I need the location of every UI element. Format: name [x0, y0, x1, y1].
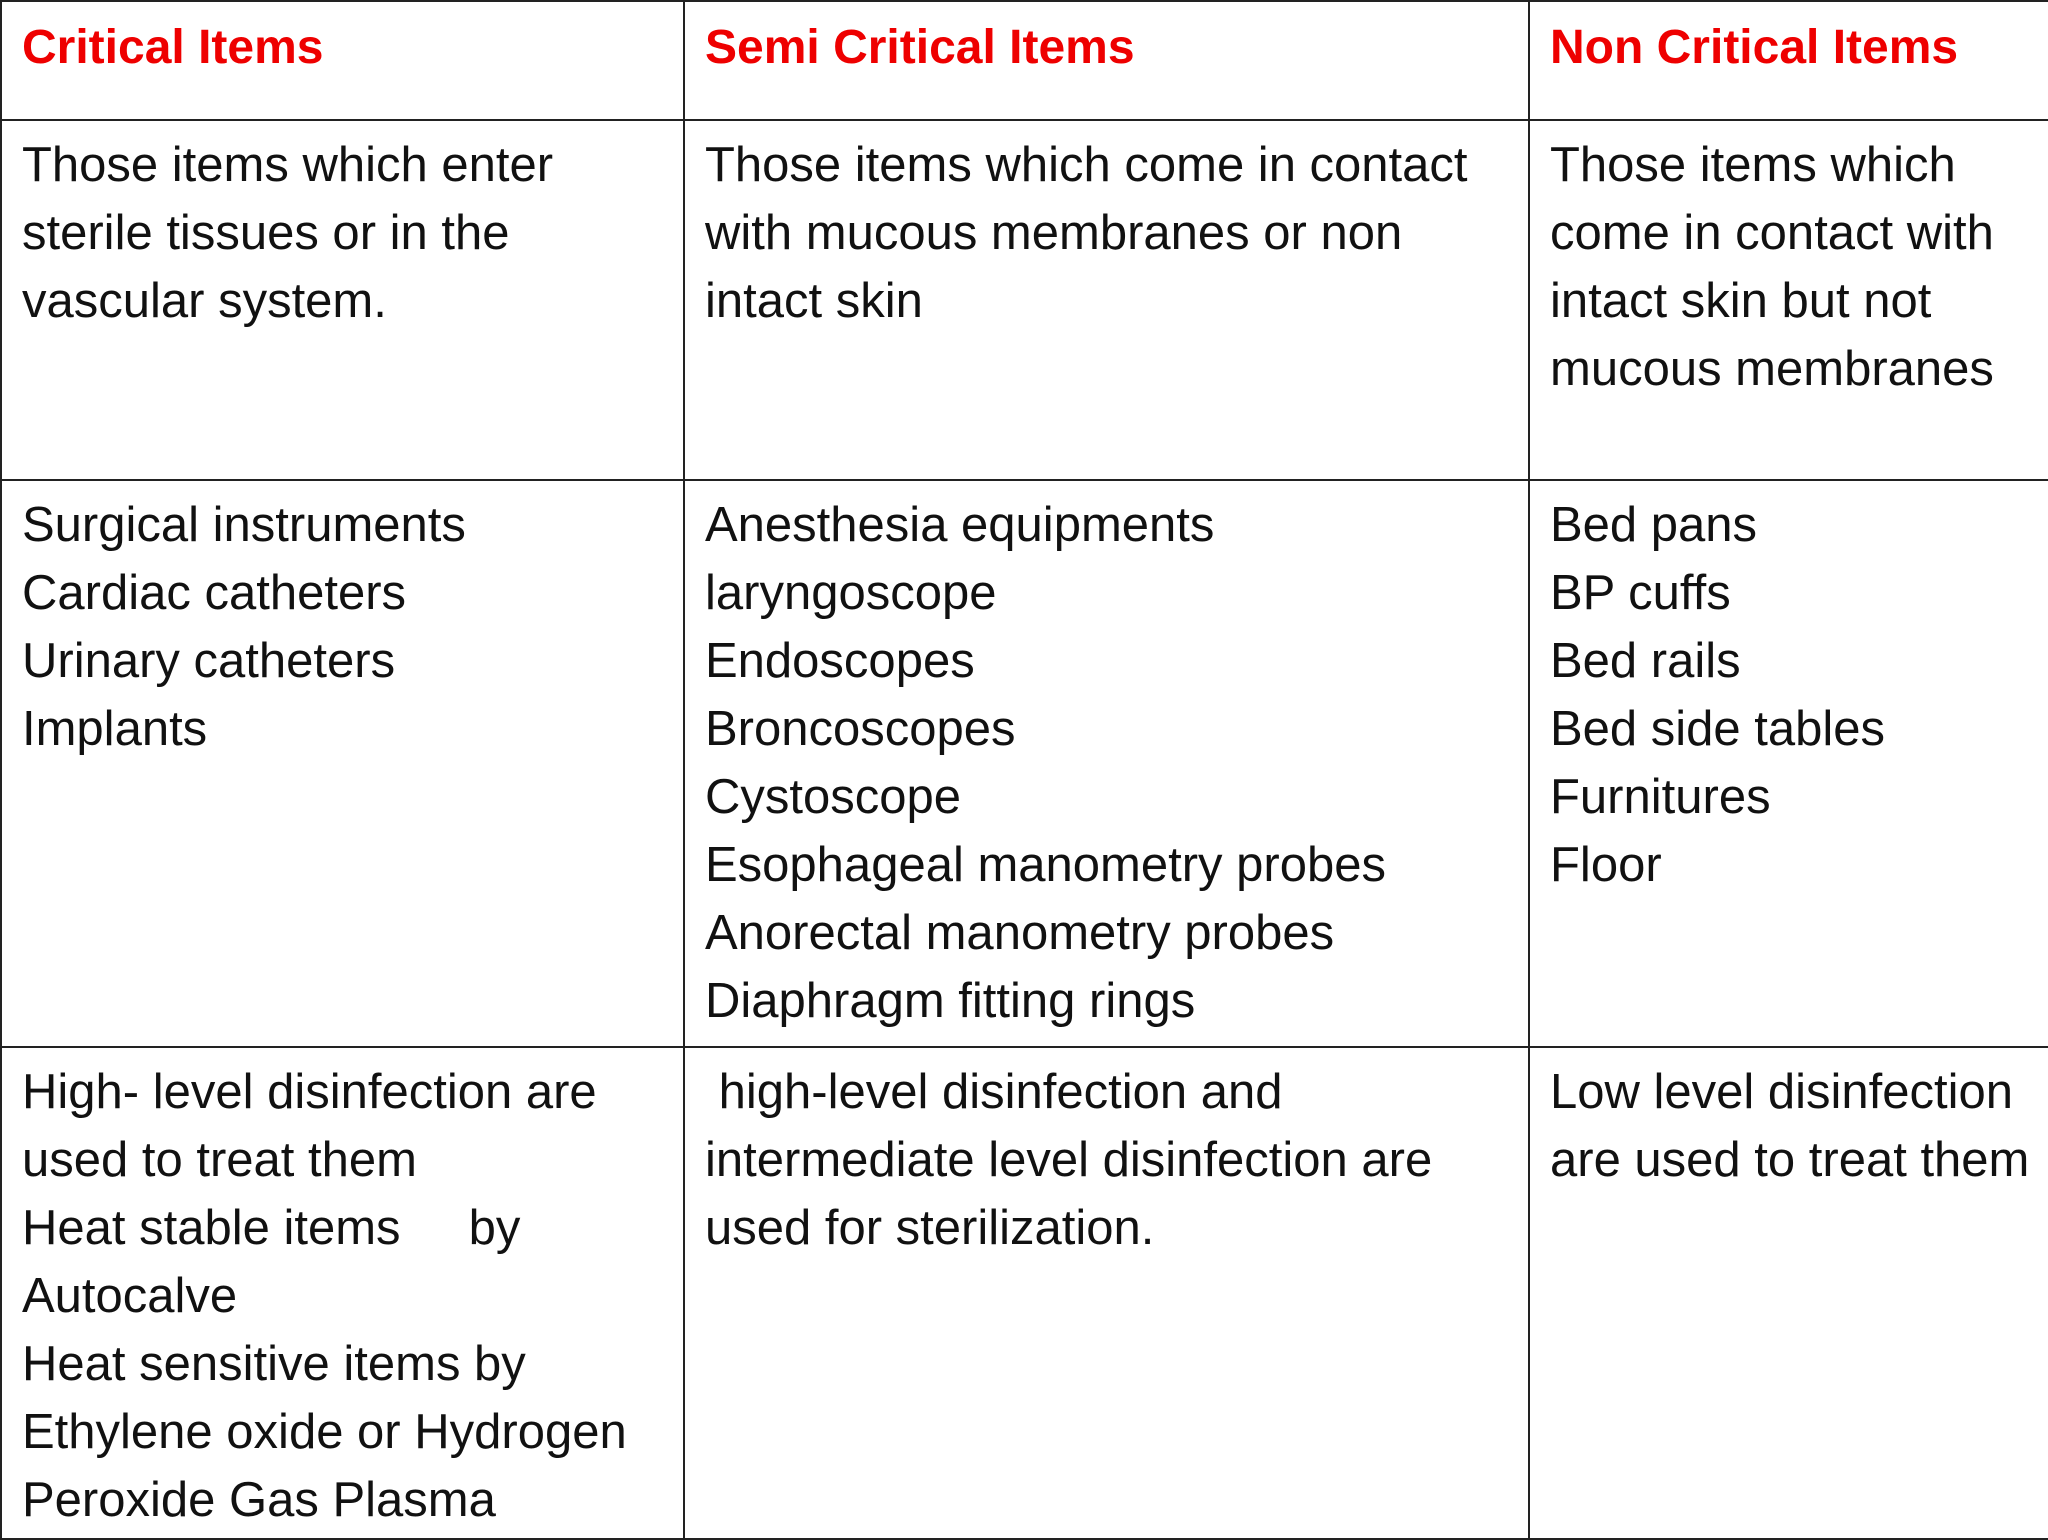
list-item: Floor	[1550, 838, 1662, 892]
header-critical-items: Critical Items	[1, 1, 684, 120]
non-critical-description: Those items which come in contact with intact skin but not mucous membranes	[1529, 120, 2048, 480]
critical-description: Those items which enter sterile tissues or in the vascular system.	[1, 120, 684, 480]
list-item: Anesthesia equipments	[705, 498, 1215, 552]
semi-critical-examples	[684, 480, 1529, 1047]
non-critical-examples	[1529, 480, 2048, 1047]
method-line: Heat stable items by Autocalve	[22, 1201, 532, 1323]
method-line: Low level disinfection are used to treat them	[1550, 1065, 2030, 1187]
critical-examples	[1, 480, 684, 1047]
examples-row	[1, 480, 2048, 1047]
list-item: Implants	[22, 702, 208, 756]
header-semi-critical-items: Semi Critical Items	[684, 1, 1529, 120]
method-line: High- level disinfection are used to treat them	[22, 1065, 611, 1187]
list-item: Furnitures	[1550, 770, 1771, 824]
list-item: Cardiac catheters	[22, 566, 407, 620]
semi-critical-method	[684, 1047, 1529, 1539]
semi-critical-description: Those items which come in contact with mucous membranes or non intact skin	[684, 120, 1529, 480]
list-item: Anorectal manometry probes	[705, 906, 1335, 960]
method-row	[1, 1047, 2048, 1539]
non-critical-method	[1529, 1047, 2048, 1539]
list-item: Bed pans	[1550, 498, 1758, 552]
header-row	[1, 1, 2048, 120]
list-item: Bed rails	[1550, 634, 1741, 688]
method-line: high-level disinfection and intermediate level disinfection are used for sterilization.	[705, 1065, 1446, 1255]
list-item: laryngoscope	[705, 566, 997, 620]
description-row	[1, 120, 2048, 480]
list-item: Surgical instruments	[22, 498, 466, 552]
list-item: BP cuffs	[1550, 566, 1731, 620]
method-line: Heat sensitive items by Ethylene oxide or Hydrogen Peroxide Gas Plasma	[22, 1337, 641, 1527]
list-item: Endoscopes	[705, 634, 975, 688]
list-item: Diaphragm fitting rings	[705, 974, 1196, 1028]
list-item: Esophageal manometry probes	[705, 838, 1386, 892]
list-item: Broncoscopes	[705, 702, 1016, 756]
list-item: Urinary catheters	[22, 634, 396, 688]
list-item: Cystoscope	[705, 770, 962, 824]
header-non-critical-items: Non Critical Items	[1529, 1, 2048, 120]
list-item: Bed side tables	[1550, 702, 1886, 756]
critical-method	[1, 1047, 684, 1539]
